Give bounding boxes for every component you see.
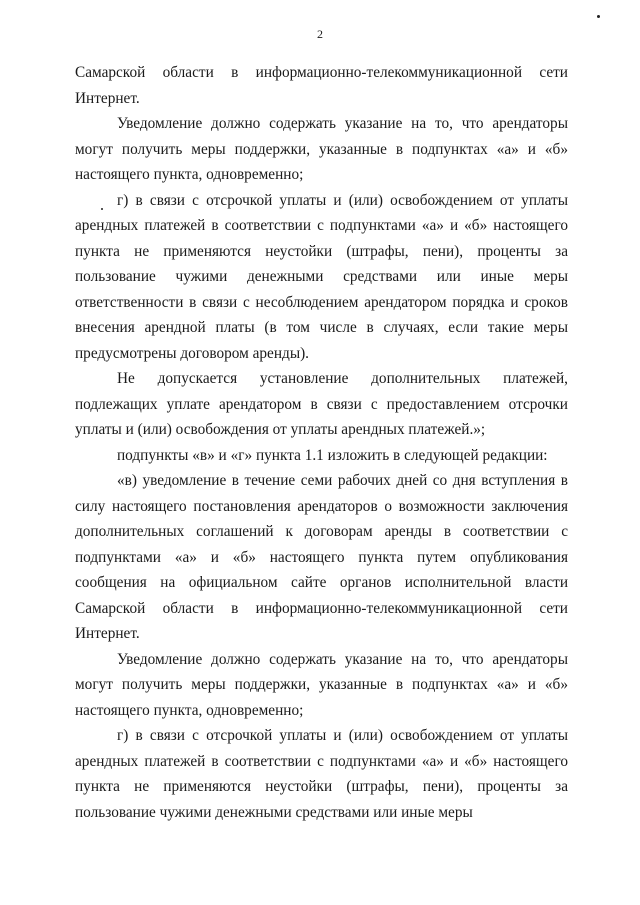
document-body [75,60,568,825]
paragraph: г) в связи с отсрочкой уплаты и (или) освобождением от уплаты арендных платежей в соответствии с подпунктами «а» и «б» настоящего пункта не применяются неустойки (штрафы, пени), проценты за пользование чужими денежными средствами или иные меры ответственности в связи с несоблюдением арендатором порядка и сроков внесения арендной платы (в том числе в случаях, если такие меры предусмотрены договором аренды). [75,191,568,362]
paragraph: Не допускается установление дополнительных платежей, подлежащих уплате арендатором в связи с предоставлением отсрочки уплаты и (или) освобождения от уплаты арендных платежей.»; [75,370,568,438]
paragraph: Уведомление должно содержать указание на то, что арендаторы могут получить меры поддержки, указанные в подпунктах «а» и «б» настоящего пункта, одновременно; [75,650,568,719]
paragraph: подпункты «в» и «г» пункта 1.1 изложить в следующей редакции: [117,446,548,464]
paragraph: Самарской области в информационно-телекоммуникационной сети Интернет. [75,64,568,107]
page-number: 2 [317,27,323,41]
scan-speck [597,15,600,18]
paragraph: г) в связи с отсрочкой уплаты и (или) освобождением от уплаты арендных платежей в соответствии с подпунктами «а» и «б» настоящего пункта не применяются неустойки (штрафы, пени), проценты за пользование чужими денежными средствами или иные меры [75,727,568,821]
paragraph: Уведомление должно содержать указание на то, что арендаторы могут получить меры поддержки, указанные в подпунктах «а» и «б» настоящего пункта, одновременно; [75,115,568,183]
paragraph: «в) уведомление в течение семи рабочих дней со дня вступления в силу настоящего постановления арендаторов о возможности заключения дополнительных соглашений к договорам аренды в соответствии с подпунктами «а» и «б» настоящего пункта путем опубликования сообщения на официальном сайте органов исполнительной власти Самарской области в информационно-телекоммуникационной сети Интернет. [75,472,568,642]
